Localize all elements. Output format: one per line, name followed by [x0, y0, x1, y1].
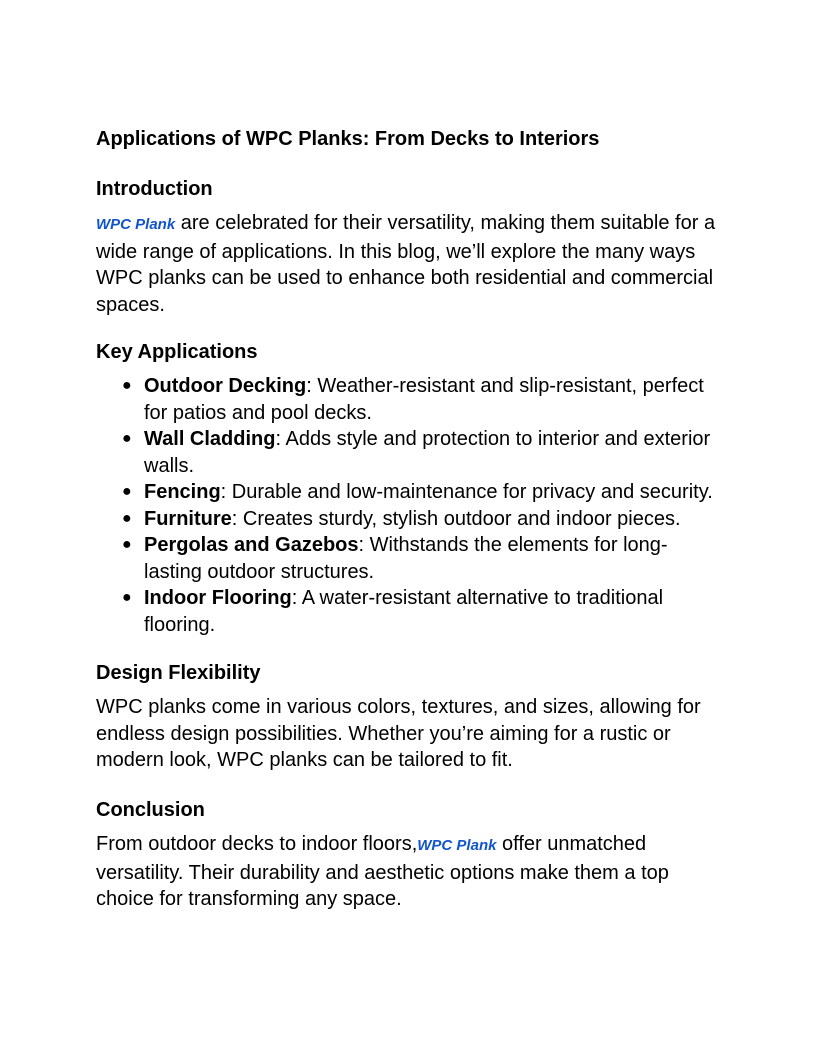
wpc-plank-link-conclusion[interactable]: WPC Plank: [417, 837, 497, 854]
bullet-icon: ●: [122, 430, 132, 447]
list-item-desc: : A water-resistant alternative to traditional flooring.: [144, 587, 664, 636]
document-title: Applications of WPC Planks: From Decks to Interiors: [96, 128, 600, 150]
bullet-icon: ●: [122, 509, 132, 527]
intro-text: are celebrated for their versatility, making them suitable for a wide range of applications. In this blog, we’ll explore the many ways WPC planks can be used to enhance both residential and commercial spaces.: [96, 212, 716, 316]
list-item: [96, 585, 720, 638]
intro-heading: Introduction: [96, 178, 213, 200]
conclusion-text-after: offer unmatched versatility. Their durability and aesthetic options make them a top choice for transforming any space.: [96, 833, 669, 910]
list-item: [96, 479, 720, 506]
bullet-icon: ●: [122, 377, 132, 394]
design-paragraph: WPC planks come in various colors, textures, and sizes, allowing for endless design possibilities. Whether you’re aiming for a rustic or modern look, WPC planks can be tailored to fit.: [96, 696, 701, 771]
list-item-desc: : Adds style and protection to interior and exterior walls.: [144, 428, 711, 477]
list-item-desc: : Durable and low-maintenance for privacy and security.: [220, 481, 713, 503]
list-item-term: Fencing: [144, 481, 221, 503]
list-item-term: Wall Cladding: [144, 428, 276, 450]
list-item-term: Furniture: [144, 507, 232, 530]
bullet-icon: ●: [122, 589, 132, 606]
list-item-desc: : Withstands the elements for long-lasting outdoor structures.: [144, 534, 668, 583]
list-item-desc: : Weather-resistant and slip-resistant, perfect for patios and pool decks.: [144, 375, 704, 424]
intro-paragraph: [96, 210, 720, 318]
applications-heading: Key Applications: [96, 341, 258, 363]
wpc-plank-link-intro[interactable]: WPC Plank: [96, 216, 176, 233]
list-item: [96, 426, 720, 479]
list-item: [96, 373, 720, 426]
conclusion-heading: Conclusion: [96, 799, 205, 821]
list-item: [96, 506, 720, 533]
applications-list: [96, 373, 720, 638]
conclusion-paragraph: [96, 831, 720, 913]
bullet-icon: ●: [122, 483, 132, 500]
bullet-icon: ●: [122, 536, 132, 553]
design-heading: Design Flexibility: [96, 662, 261, 684]
list-item-term: Indoor Flooring: [144, 587, 292, 609]
list-item: [96, 532, 720, 585]
list-item-term: Outdoor Decking: [144, 375, 307, 397]
list-item-term: Pergolas and Gazebos: [144, 534, 359, 556]
list-item-desc: : Creates sturdy, stylish outdoor and indoor pieces.: [231, 507, 681, 530]
conclusion-text-before: From outdoor decks to indoor floors,: [96, 833, 418, 855]
